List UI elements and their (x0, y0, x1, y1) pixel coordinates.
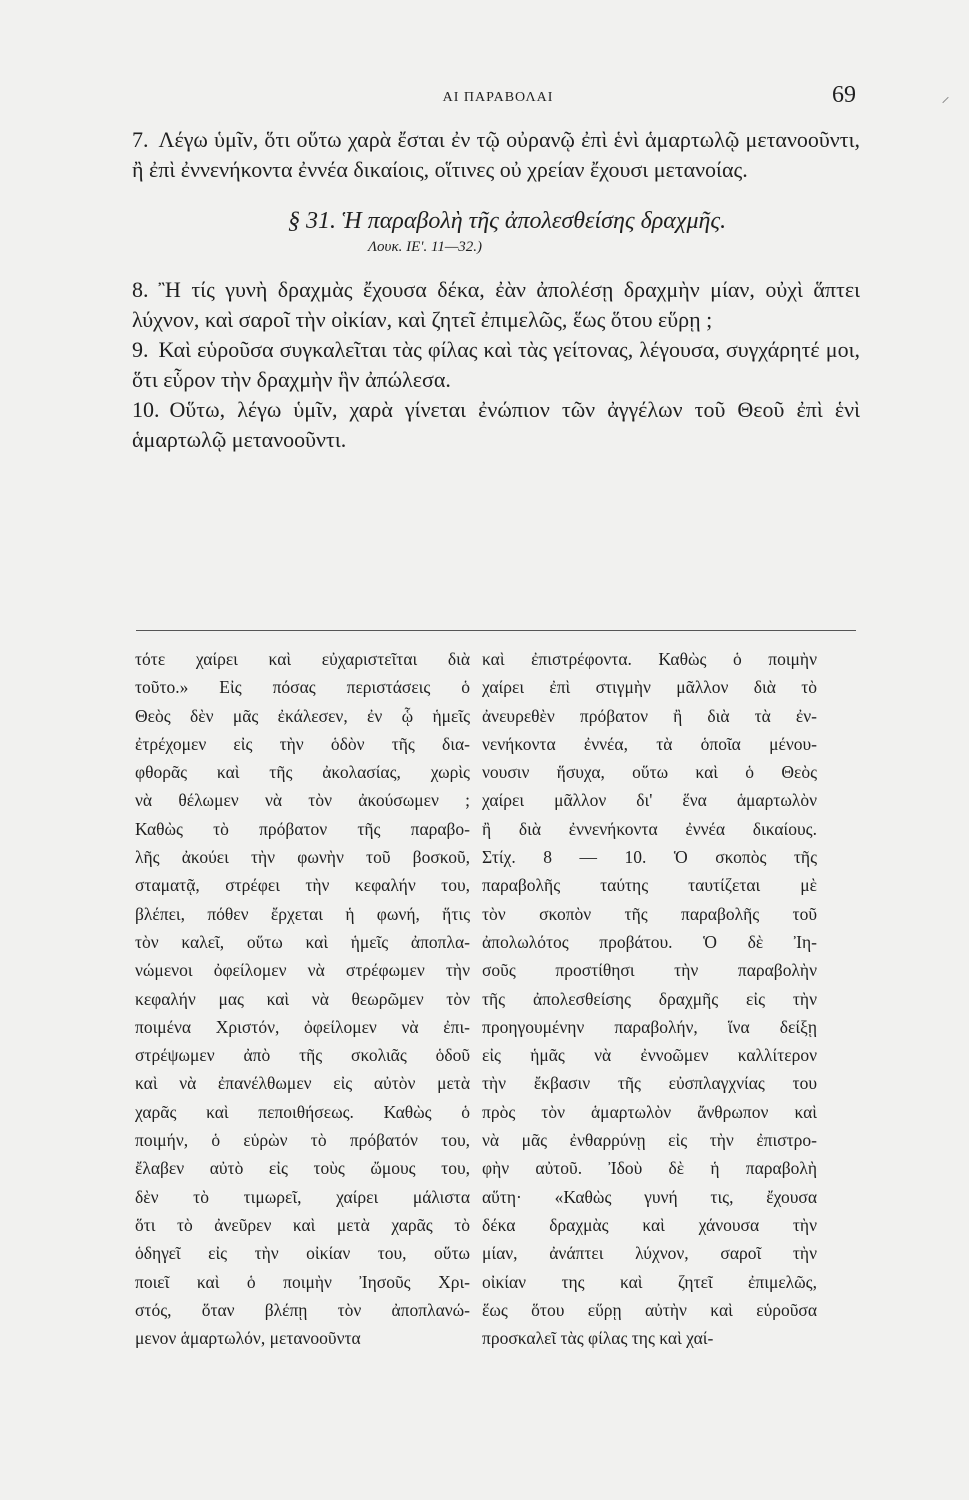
commentary-line: νουσιν ἥσυχα, οὕτω καὶ ὁ Θεὸς (482, 762, 817, 783)
commentary-line: νώμενοι ὀφείλομεν νὰ στρέφωμεν τὴν (135, 960, 470, 981)
commentary-line: ποιμένα Χριστόν, ὀφείλομεν νὰ ἐπι- (135, 1016, 470, 1037)
commentary-line: νὰ μᾶς ἐνθαρρύνῃ εἰς τὴν ἐπιστρο- (482, 1130, 817, 1151)
commentary-line: σταματᾷ, στρέφει τὴν κεφαλήν του, (135, 875, 470, 896)
commentary-line: Θεὸς δὲν μᾶς ἐκάλεσεν, ἐν ᾧ ἡμεῖς (135, 705, 470, 726)
commentary-line: χαίρει μᾶλλον δι' ἕνα ἁμαρτωλὸν (482, 790, 817, 811)
commentary-line: τῆς ἀπολεσθείσης δραχμῆς εἰς τὴν (482, 988, 817, 1009)
commentary-line: παραβολῆς ταύτης ταυτίζεται μὲ (482, 875, 817, 896)
running-head (140, 82, 856, 118)
commentary-line: στός, ὅταν βλέπῃ τὸν ἀποπλανώ- (135, 1299, 470, 1320)
commentary-left-column (135, 645, 470, 1352)
commentary-line: ὁδηγεῖ εἰς τὴν οἰκίαν του, οὕτω (135, 1243, 470, 1264)
verse-number: 8. (132, 277, 149, 302)
verse-8 (132, 275, 860, 335)
commentary-line: τὸν καλεῖ, οὕτω καὶ ἡμεῖς ἀποπλα- (135, 931, 470, 952)
verse-9 (132, 335, 860, 395)
running-title: ΑΙ ΠΑΡΑΒΟΛΑΙ (442, 90, 554, 105)
commentary-line: μενον ἁμαρτωλόν, μετανοοῦντα (135, 1328, 361, 1349)
commentary-line: στρέψωμεν ἀπὸ τῆς σκολιᾶς ὁδοῦ (135, 1045, 470, 1066)
commentary-line: τὴν ἔκβασιν τῆς εὐσπλαγχνίας του (482, 1073, 817, 1094)
page-number: 69 (832, 82, 856, 108)
verse-text: Λέγω ὑμῖν, ὅτι οὕτω χαρὰ ἔσται ἐν τῷ οὐρανῷ ἐπὶ ἑνὶ ἁμαρτωλῷ μετανοοῦντι, ἢ ἐπὶ ἐννενήκοντα ἐννέα δικαίοις, οἵτινες οὐ χρείαν ἔχουσι μετανοίας. (132, 127, 860, 182)
commentary-line: καὶ ἐπιστρέφοντα. Καθὼς ὁ ποιμὴν (482, 649, 817, 669)
commentary-line: φὴν αὐτοῦ. Ἰδοὺ δὲ ἡ παραβολὴ (482, 1158, 817, 1179)
verse-10 (132, 395, 860, 455)
commentary-right-column (482, 645, 817, 1352)
commentary-line: ποιεῖ καὶ ὁ ποιμὴν Ἰησοῦς Χρι- (135, 1271, 470, 1292)
section-reference: Λουκ. ΙΕ'. 11—32.) (368, 239, 482, 255)
commentary-line: δέκα δραχμὰς καὶ χάνουσα τὴν (482, 1214, 817, 1235)
commentary-line: δὲν τὸ τιμωρεῖ, χαίρει μάλιστα (135, 1186, 470, 1207)
commentary-line: καὶ νὰ ἐπανέλθωμεν εἰς αὐτὸν μετὰ (135, 1073, 470, 1094)
commentary-line: χαίρει ἐπὶ στιγμὴν μᾶλλον διὰ τὸ (482, 677, 817, 698)
page-edge-mark (942, 97, 948, 103)
commentary-line: τότε χαίρει καὶ εὐχαριστεῖται διὰ (135, 649, 470, 669)
commentary-line: εἰς ἡμᾶς νὰ ἐννοῶμεν καλλίτερον (482, 1045, 817, 1066)
verse-number: 7. (132, 127, 149, 152)
commentary-line: ἕως ὅτου εὕρῃ αὐτὴν καὶ εὑροῦσα (482, 1299, 817, 1320)
commentary-line: τὸν σκοπὸν τῆς παραβολῆς τοῦ (482, 903, 817, 924)
verse-7 (132, 125, 860, 185)
commentary-line: ἐτρέχομεν εἰς τὴν ὁδὸν τῆς δια- (135, 733, 470, 754)
commentary-line: ἀπολωλότος προβάτου. Ὁ δὲ Ἰη- (482, 931, 817, 952)
verse-text: Οὕτω, λέγω ὑμῖν, χαρὰ γίνεται ἐνώπιον τῶν ἀγγέλων τοῦ Θεοῦ ἐπὶ ἑνὶ ἁμαρτωλῷ μετανοοῦντι. (132, 397, 860, 452)
commentary-line: τοῦτο.» Εἰς πόσας περιστάσεις ὁ (135, 677, 470, 698)
section-heading: § 31. Ἡ παραβολὴ τῆς ἀπολεσθείσης δραχμῆς. (288, 208, 727, 234)
commentary-line: νενήκοντα ἐννέα, τὰ ὁποῖα μένου- (482, 733, 817, 754)
verse-number: 10. (132, 397, 160, 422)
commentary-line: κεφαλήν μας καὶ νὰ θεωρῶμεν τὸν (135, 988, 470, 1009)
commentary-line: ὅτι τὸ ἀνεῦρεν καὶ μετὰ χαρᾶς τὸ (135, 1214, 470, 1235)
commentary-line: φθορᾶς καὶ τῆς ἀκολασίας, χωρὶς (135, 762, 470, 783)
commentary-line: πρὸς τὸν ἁμαρτωλὸν ἄνθρωπον καὶ (482, 1101, 817, 1122)
commentary-line: ἀνευρεθὲν πρόβατον ἢ διὰ τὰ ἐν- (482, 705, 817, 726)
commentary-line: προσκαλεῖ τὰς φίλας της καὶ χαί- (482, 1328, 714, 1349)
commentary-line: ἢ διὰ ἐννενήκοντα ἐννέα δικαίους. (482, 818, 817, 839)
verse-text: Ἢ τίς γυνὴ δραχμὰς ἔχουσα δέκα, ἐὰν ἀπολέσῃ δραχμὴν μίαν, οὐχὶ ἅπτει λύχνον, καὶ σαροῖ τὴν οἰκίαν, καὶ ζητεῖ ἐπιμελῶς, ἕως ὅτου εὕρῃ ; (132, 277, 860, 332)
commentary-line: βλέπει, πόθεν ἔρχεται ἡ φωνή, ἥτις (135, 903, 470, 924)
commentary-line: λῆς ἀκούει τὴν φωνὴν τοῦ βοσκοῦ, (135, 847, 470, 868)
commentary-line: προηγουμένην παραβολήν, ἵνα δείξῃ (482, 1016, 817, 1037)
commentary-line: οἰκίαν της καὶ ζητεῖ ἐπιμελῶς, (482, 1271, 817, 1292)
commentary-line: χαρᾶς καὶ πεποιθήσεως. Καθὼς ὁ (135, 1101, 470, 1122)
commentary-line: νὰ θέλωμεν νὰ τὸν ἀκούσωμεν ; (135, 790, 470, 811)
verse-text: Καὶ εὑροῦσα συγκαλεῖται τὰς φίλας καὶ τὰς γείτονας, λέγουσα, συγχάρητέ μοι, ὅτι εὗρον τὴν δραχμὴν ἣν ἀπώλεσα. (132, 337, 860, 392)
commentary-line: Καθὼς τὸ πρόβατον τῆς παραβο- (135, 818, 470, 839)
commentary-line: ἔλαβεν αὐτὸ εἰς τοὺς ὤμους του, (135, 1158, 470, 1179)
scripture-text (132, 125, 860, 455)
commentary-line: Στίχ. 8 — 10. Ὁ σκοπὸς τῆς (482, 847, 817, 868)
commentary-line: αὕτη· «Καθὼς γυνή τις, ἔχουσα (482, 1186, 817, 1207)
commentary-line: ποιμήν, ὁ εὑρὼν τὸ πρόβατόν του, (135, 1130, 470, 1151)
section-divider (136, 630, 856, 631)
commentary-line: σοῦς προστίθησι τὴν παραβολὴν (482, 960, 817, 981)
verse-number: 9. (132, 337, 149, 362)
commentary-line: μίαν, ἀνάπτει λύχνον, σαροῖ τὴν (482, 1243, 817, 1264)
